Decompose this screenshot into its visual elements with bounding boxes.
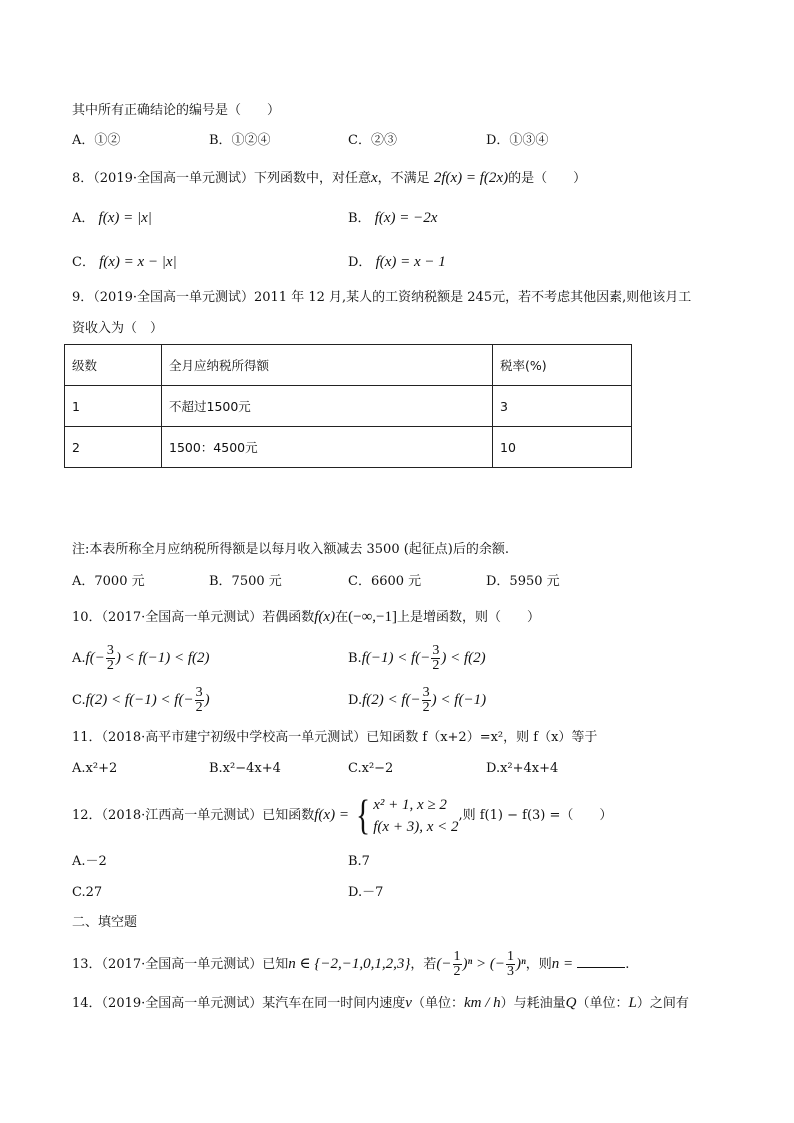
q9-option-c: C．6600 元 (348, 574, 422, 589)
q9-stem-line1: 9．（2019·全国高一单元测试）2011 年 12 月,某人的工资纳税额是 245元，若不考虑其他因素,则他该月工 (72, 290, 692, 305)
q7-option-a: A．①② (72, 133, 121, 148)
answer-blank[interactable] (577, 955, 625, 968)
q7-prompt: 其中所有正确结论的编号是（ ） (72, 103, 281, 118)
q11-option-c: C.x²−2 (348, 761, 394, 776)
q11-option-b: B.x²−4x+4 (209, 761, 281, 776)
q7-option-d: D．①③④ (486, 133, 549, 148)
table-cell: 2 (65, 427, 162, 468)
q10-option-d: D.f(2) < f(− $\frac{3}{2}$ ) < f(−1) (348, 685, 487, 715)
piecewise-cases: x² + 1, x ≥ 2 f(x + 3), x < 2 (373, 796, 459, 835)
table-header-row (65, 345, 632, 386)
table-cell: 3 (493, 386, 632, 427)
q12-stem: 12．（2018·江西高一单元测试）已知函数f(x) = { x² + 1, x ≥ 2 f(x + 3), x < 2 ,则 f(1) − f(3) =（ ） (72, 792, 613, 839)
table-row (65, 427, 632, 468)
q12-option-c: C.27 (72, 885, 103, 900)
table-header-cell: 级数 (65, 345, 162, 386)
q11-option-d: D.x²+4x+4 (486, 761, 559, 776)
q7-option-c: C．②③ (348, 133, 397, 148)
q10-option-c: C.f(2) < f(−1) < f(− $\frac{3}{2}$ ) (72, 685, 210, 715)
table-header-cell: 税率(%) (493, 345, 632, 386)
table-row (65, 386, 632, 427)
q8-stem: 8．（2019·全国高一单元测试）下列函数中，对任意x，不满足 2f(x) = f(2x)的是（ ） (72, 170, 587, 186)
q8-option-d: D． f(x) = x − 1 (348, 254, 446, 270)
q10-option-b: B.f(−1) < f(− $\frac{3}{2}$ ) < f(2) (348, 643, 486, 673)
q10-option-a: A.f(− $\frac{3}{2}$ ) < f(−1) < f(2) (72, 643, 210, 673)
q9-stem-line2: 资收入为（ ） (72, 321, 164, 336)
q12-option-b: B.7 (348, 854, 370, 869)
q12-option-d: D.－7 (348, 885, 384, 900)
q12-option-a: A.－2 (72, 854, 107, 869)
table-header-cell: 全月应纳税所得额 (162, 345, 493, 386)
q9-option-d: D．5950 元 (486, 574, 560, 589)
q13-stem: 13．（2017·全国高一单元测试）已知n ∈ {−2,−1,0,1,2,3}，若(− $\frac{1}{2}$ )ⁿ > (− $\frac{1}{3}$ )ⁿ，则n = . (72, 949, 630, 979)
q9-option-a: A．7000 元 (72, 574, 145, 589)
piecewise-brace: { (356, 792, 371, 839)
table-cell: 1500：4500元 (162, 427, 493, 468)
section-heading: 二、填空题 (72, 915, 138, 930)
q14-stem: 14．（2019·全国高一单元测试）某汽车在同一时间内速度v（单位：km / h）与耗油量Q（单位：L）之间有 (72, 995, 689, 1011)
q7-option-b: B．①②④ (209, 133, 271, 148)
q8-option-c: C． f(x) = x − |x| (72, 254, 177, 270)
table-cell: 10 (493, 427, 632, 468)
q9-option-b: B．7500 元 (209, 574, 282, 589)
q11-stem: 11．（2018·高平市建宁初级中学校高一单元测试）已知函数 f（x+2）=x²，则 f（x）等于 (72, 730, 598, 745)
q9-note: 注:本表所称全月应纳税所得额是以每月收入额减去 3500 (起征点)后的余额. (72, 542, 510, 557)
q8-condition: 2f(x) = f(2x) (433, 170, 509, 186)
tax-rate-table (64, 344, 632, 468)
table-cell: 1 (65, 386, 162, 427)
q8-option-b: B． f(x) = −2x (348, 210, 438, 226)
q11-option-a: A.x²+2 (72, 761, 118, 776)
table-cell: 不超过1500元 (162, 386, 493, 427)
q10-stem: 10．（2017·全国高一单元测试）若偶函数f(x)在(−∞,−1]上是增函数，则（ ） (72, 609, 540, 625)
q8-option-a: A． f(x) = |x| (72, 210, 152, 226)
